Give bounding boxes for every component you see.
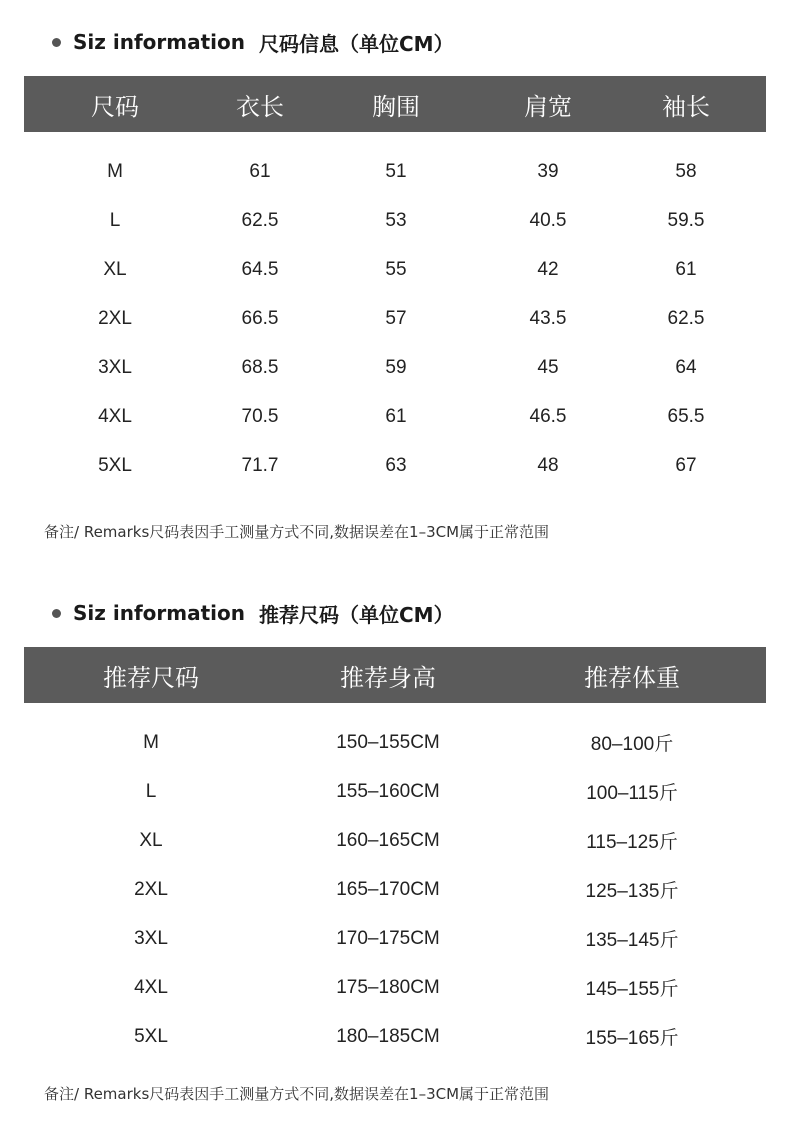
table-row <box>24 865 766 914</box>
table-cell-length: 70.5 <box>241 405 279 427</box>
table-cell-shoulder: 39 <box>537 160 559 182</box>
table-cell-height: 155–160CM <box>336 780 440 802</box>
table-cell-shoulder: 40.5 <box>529 209 567 231</box>
table-cell-length: 66.5 <box>241 307 279 329</box>
table-cell-height: 175–180CM <box>336 976 440 998</box>
table-cell-weight: 155–165斤 <box>585 1028 679 1049</box>
table-row <box>24 147 766 196</box>
table-cell-weight: 135–145斤 <box>585 930 679 951</box>
section1-title-cn: 尺码信息（单位CM） <box>259 31 454 56</box>
recommend-table-body <box>24 718 766 1061</box>
table-cell-shoulder: 45 <box>537 356 559 378</box>
table-cell-shoulder: 46.5 <box>529 405 567 427</box>
table-row <box>24 767 766 816</box>
table-row <box>24 816 766 865</box>
table-cell-weight: 145–155斤 <box>585 979 679 1000</box>
table-row <box>24 294 766 343</box>
header-recommended-size: 推荐尺码 <box>103 663 199 692</box>
table-row <box>24 914 766 963</box>
table-cell-sleeve: 61 <box>675 258 697 280</box>
table-cell-height: 170–175CM <box>336 927 440 949</box>
recommend-table-header <box>24 647 766 703</box>
section2-remark: 备注/ Remarks尺码表因手工测量方式不同,数据误差在1–3CM属于正常范围 <box>44 1085 550 1103</box>
table-cell-sleeve: 58 <box>675 160 697 182</box>
table-cell-size: 4XL <box>134 976 168 998</box>
table-cell-size: 4XL <box>98 405 132 427</box>
header-size: 尺码 <box>91 92 139 121</box>
section2-title <box>52 593 454 633</box>
header-length: 衣长 <box>236 92 284 121</box>
table-cell-chest: 63 <box>385 454 407 476</box>
header-shoulder: 肩宽 <box>524 92 572 121</box>
header-chest: 胸围 <box>372 92 420 121</box>
table-cell-chest: 55 <box>385 258 407 280</box>
section1-remark: 备注/ Remarks尺码表因手工测量方式不同,数据误差在1–3CM属于正常范围 <box>44 523 550 541</box>
table-cell-length: 68.5 <box>241 356 279 378</box>
table-row <box>24 196 766 245</box>
table-cell-length: 64.5 <box>241 258 279 280</box>
table-cell-height: 180–185CM <box>336 1025 440 1047</box>
table-cell-height: 160–165CM <box>336 829 440 851</box>
table-cell-size: L <box>145 780 157 802</box>
table-cell-sleeve: 67 <box>675 454 697 476</box>
table-cell-size: M <box>107 160 123 182</box>
table-cell-size: 3XL <box>98 356 132 378</box>
table-cell-chest: 51 <box>385 160 407 182</box>
table-cell-chest: 57 <box>385 307 407 329</box>
table-cell-chest: 59 <box>385 356 407 378</box>
table-cell-shoulder: 48 <box>537 454 559 476</box>
table-cell-size: 5XL <box>98 454 132 476</box>
bullet-icon <box>52 38 61 47</box>
bullet-icon <box>52 609 61 618</box>
table-cell-size: 2XL <box>98 307 132 329</box>
table-cell-length: 61 <box>249 160 271 182</box>
table-row <box>24 963 766 1012</box>
table-cell-size: M <box>143 731 159 753</box>
table-row <box>24 245 766 294</box>
table-cell-chest: 61 <box>385 405 407 427</box>
table-cell-size: 5XL <box>134 1025 168 1047</box>
table-row <box>24 392 766 441</box>
table-cell-size: 2XL <box>134 878 168 900</box>
table-cell-sleeve: 62.5 <box>667 307 705 329</box>
table-cell-size: XL <box>103 258 127 280</box>
table-cell-weight: 115–125斤 <box>586 832 678 853</box>
table-row <box>24 343 766 392</box>
table-row <box>24 718 766 767</box>
table-cell-size: L <box>109 209 121 231</box>
section1-title <box>52 22 454 62</box>
table-cell-weight: 80–100斤 <box>590 734 674 755</box>
table-cell-sleeve: 65.5 <box>667 405 705 427</box>
section1-title-en: Siz information <box>73 30 245 54</box>
header-sleeve: 袖长 <box>662 92 710 121</box>
table-cell-shoulder: 43.5 <box>529 307 567 329</box>
table-cell-length: 62.5 <box>241 209 279 231</box>
size-table-body <box>24 147 766 490</box>
table-cell-size: 3XL <box>134 927 168 949</box>
table-cell-height: 150–155CM <box>336 731 440 753</box>
table-cell-height: 165–170CM <box>336 878 440 900</box>
table-row <box>24 1012 766 1061</box>
table-cell-sleeve: 59.5 <box>667 209 705 231</box>
size-table-header <box>24 76 766 132</box>
table-cell-shoulder: 42 <box>537 258 559 280</box>
table-cell-sleeve: 64 <box>675 356 697 378</box>
table-row <box>24 441 766 490</box>
table-cell-weight: 125–135斤 <box>585 881 679 902</box>
table-cell-size: XL <box>139 829 163 851</box>
table-cell-weight: 100–115斤 <box>586 783 678 804</box>
header-recommended-height: 推荐身高 <box>340 663 436 692</box>
table-cell-length: 71.7 <box>241 454 279 476</box>
table-cell-chest: 53 <box>385 209 407 231</box>
section2-title-cn: 推荐尺码（单位CM） <box>259 602 454 627</box>
section2-title-en: Siz information <box>73 601 245 625</box>
header-recommended-weight: 推荐体重 <box>584 663 680 692</box>
